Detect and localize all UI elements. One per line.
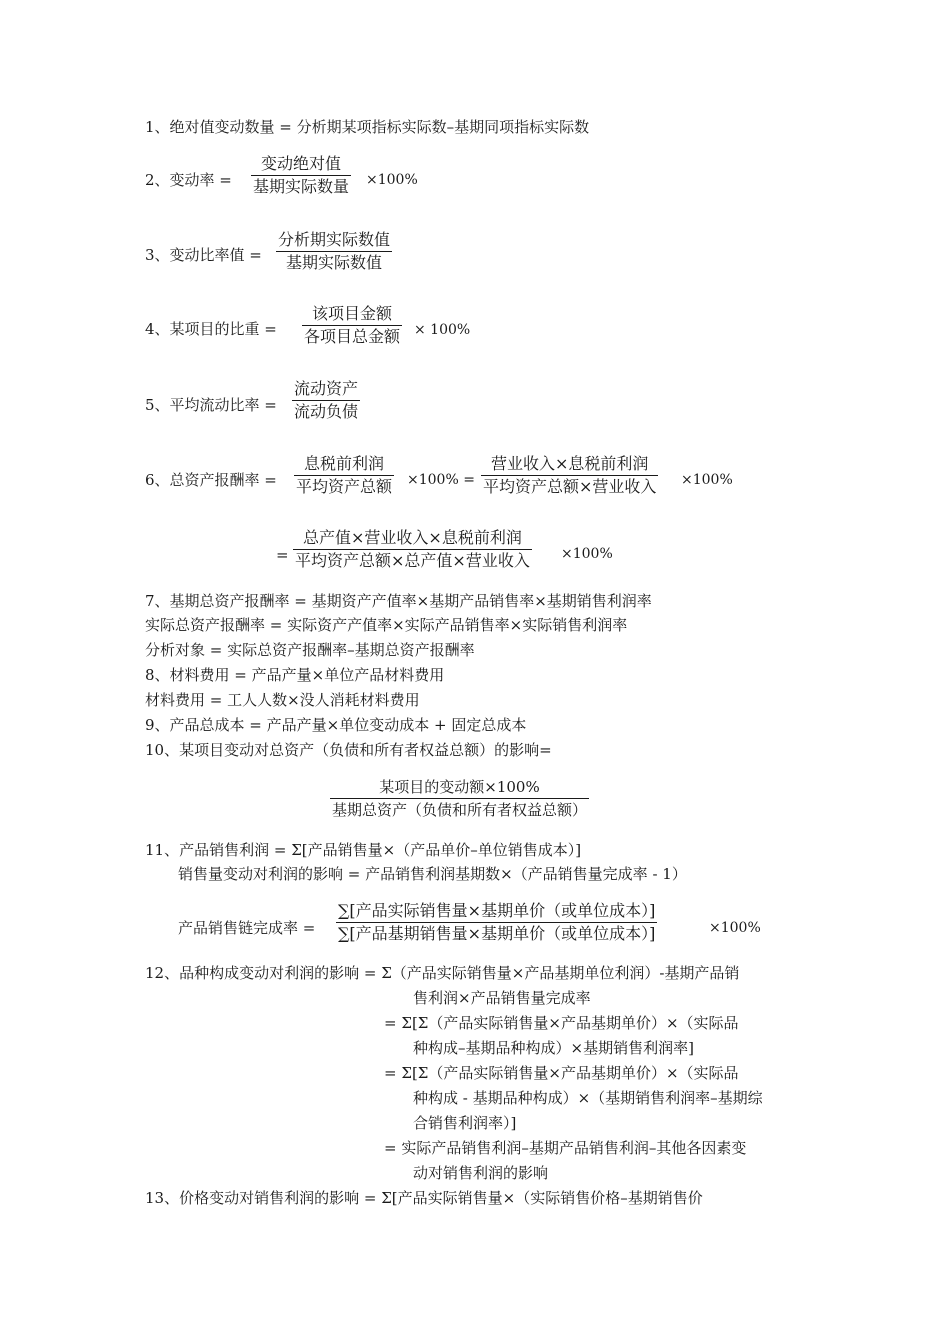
formula-2-suffix: ×100% <box>366 172 418 188</box>
formula-11-line-2: 销售量变动对利润的影响 = 产品销售利润基期数×（产品销售量完成率 - 1） <box>178 865 687 883</box>
denominator: 流动负债 <box>294 402 359 421</box>
denominator: 平均资产总额 <box>296 477 393 496</box>
formula-4-label: 4、某项目的比重 = <box>145 320 277 338</box>
formula-12-line-1: 12、品种构成变动对利润的影响 = Σ（产品实际销售量×产品基期单位利润）-基期产品销 <box>145 964 740 982</box>
formula-2-fraction <box>251 153 351 198</box>
numerator: 该项目金额 <box>302 303 402 326</box>
numerator: 营业收入×息税前利润 <box>481 453 658 476</box>
formula-6-suffix-2: ×100% <box>681 472 733 488</box>
formula-6-fraction-1 <box>294 453 394 498</box>
formula-8-line-1: 8、材料费用 = 产品产量×单位产品材料费用 <box>145 666 445 684</box>
formula-7-line-3: 分析对象 = 实际总资产报酬率–基期总资产报酬率 <box>145 641 475 659</box>
numerator: 变动绝对值 <box>251 153 351 176</box>
formula-10-label: 10、某项目变动对总资产（负债和所有者权益总额）的影响= <box>145 741 552 759</box>
denominator: 基期总资产（负债和所有者权益总额） <box>332 801 588 819</box>
formula-8-line-2: 材料费用 = 工人人数×没人消耗材料费用 <box>145 691 420 709</box>
formula-7-line-1: 7、基期总资产报酬率 = 基期资产产值率×基期产品销售率×基期销售利润率 <box>145 592 652 610</box>
formula-12-line-8: = 实际产品销售利润–基期产品销售利润–其他各因素变 <box>384 1139 747 1157</box>
formula-12-line-6: 种构成 - 基期品种构成）×（基期销售利润率–基期综 <box>413 1089 763 1107</box>
formula-6-fraction-3 <box>293 527 532 572</box>
numerator: 某项目的变动额×100% <box>330 776 589 799</box>
formula-6-suffix-3: ×100% <box>561 546 613 562</box>
formula-2-label: 2、变动率 = <box>145 171 232 189</box>
denominator: 平均资产总额×总产值×营业收入 <box>295 551 530 570</box>
formula-12-line-7: 合销售利润率）] <box>413 1114 517 1132</box>
formula-3-fraction <box>276 229 392 274</box>
formula-3-label: 3、变动比率值 = <box>145 246 262 264</box>
formula-13: 13、价格变动对销售利润的影响 = Σ[产品实际销售量×（实际销售价格–基期销售价 <box>145 1189 703 1207</box>
denominator: 各项目总金额 <box>304 327 401 346</box>
formula-11-label-3: 产品销售链完成率 = <box>178 919 316 937</box>
formula-12-line-4: 种构成–基期品种构成）×基期销售利润率] <box>413 1039 694 1057</box>
formula-1: 1、绝对值变动数量 = 分析期某项指标实际数–基期同项指标实际数 <box>145 118 590 136</box>
denominator: ∑[产品基期销售量×基期单价（或单位成本）] <box>338 924 656 943</box>
formula-9: 9、产品总成本 = 产品产量×单位变动成本 + 固定总成本 <box>145 716 527 734</box>
formula-12-line-2: 售利润×产品销售量完成率 <box>413 989 591 1007</box>
formula-4-fraction <box>302 303 402 348</box>
formula-6-suffix-1: ×100% = <box>407 472 475 488</box>
formula-12-line-3: = Σ[Σ（产品实际销售量×产品基期单价）×（实际品 <box>384 1014 739 1032</box>
numerator: 息税前利润 <box>294 453 394 476</box>
numerator: ∑[产品实际销售量×基期单价（或单位成本）] <box>336 900 657 923</box>
denominator: 基期实际数量 <box>253 177 350 196</box>
formula-12-line-5: = Σ[Σ（产品实际销售量×产品基期单价）×（实际品 <box>384 1064 739 1082</box>
numerator: 流动资产 <box>292 378 360 401</box>
formula-7-line-2: 实际总资产报酬率 = 实际资产产值率×实际产品销售率×实际销售利润率 <box>145 616 628 634</box>
numerator: 总产值×营业收入×息税前利润 <box>293 527 532 550</box>
formula-11-fraction <box>336 900 657 945</box>
formula-5-label: 5、平均流动比率 = <box>145 396 277 414</box>
formula-4-suffix: × 100% <box>414 322 471 338</box>
denominator: 基期实际数值 <box>286 253 383 272</box>
numerator: 分析期实际数值 <box>276 229 392 252</box>
formula-11-line-1: 11、产品销售利润 = Σ[产品销售量×（产品单价–单位销售成本）] <box>145 841 582 859</box>
formula-11-suffix: ×100% <box>709 920 761 936</box>
formula-6-fraction-2 <box>481 453 658 498</box>
formula-12-line-9: 动对销售利润的影响 <box>413 1164 549 1182</box>
formula-6-label: 6、总资产报酬率 = <box>145 471 277 489</box>
formula-6-equals: = <box>276 546 289 564</box>
formula-10-fraction <box>330 776 589 821</box>
formula-5-fraction <box>292 378 360 423</box>
denominator: 平均资产总额×营业收入 <box>483 477 657 496</box>
